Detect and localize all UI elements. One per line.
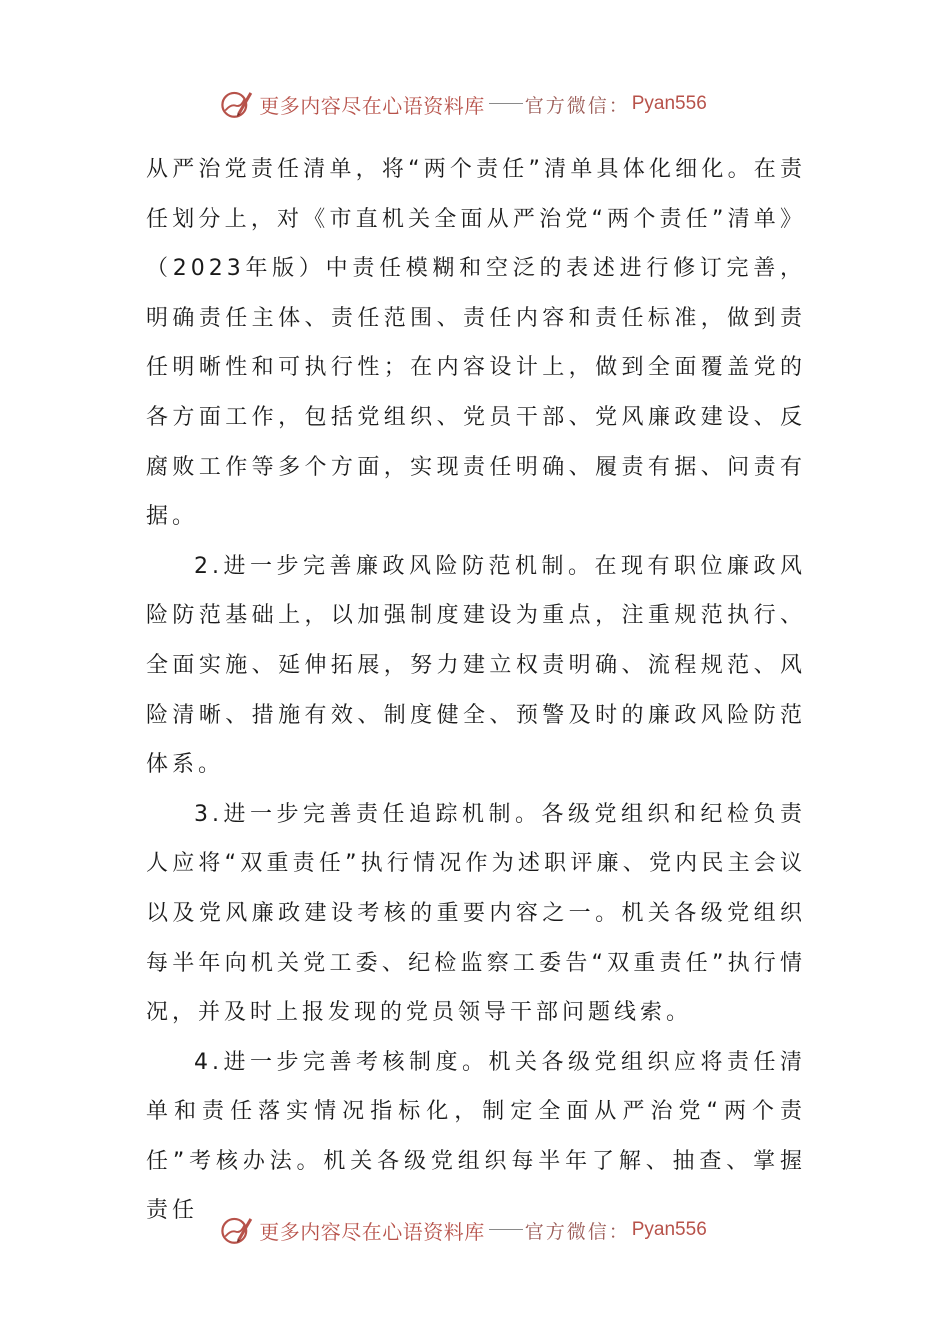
header-banner bbox=[0, 84, 950, 124]
header-divider bbox=[489, 103, 523, 104]
footer-wechat-label: 官方微信： bbox=[524, 1220, 630, 1243]
paragraph-continuation: 从严治党责任清单，将“两个责任”清单具体化细化。在责任划分上，对《市直机关全面从严治党“两个责任”清单》（2023年版）中责任模糊和空泛的表述进行修订完善，明确责任主体、责任范围、责任内容和责任标准，做到责任明晰性和可执行性；在内容设计上，做到全面覆盖党的各方面工作，包括党组织、党员干部、党风廉政建设、反腐败工作等多个方面，实现责任明确、履责有据、问责有据。 bbox=[146, 157, 806, 530]
footer-divider bbox=[489, 1229, 523, 1230]
footer-wechat-id: Pyan556 bbox=[631, 1219, 707, 1240]
header-wechat-id: Pyan556 bbox=[631, 93, 707, 114]
footer-banner bbox=[0, 1210, 950, 1250]
paragraph-item-3: 3.进一步完善责任追踪机制。各级党组织和纪检负责人应将“双重责任”执行情况作为述职评廉、党内民主会议以及党风廉政建设考核的重要内容之一。机关各级党组织每半年向机关党工委、纪检监察工委告“双重责任”执行情况，并及时上报发现的党员领导干部问题线索。 bbox=[146, 801, 806, 1026]
header-brand-text: 更多内容尽在心语资料库 bbox=[259, 93, 485, 118]
paragraph-item-4: 4.进一步完善考核制度。机关各级党组织应将责任清单和责任落实情况指标化，制定全面从严治党“两个责任”考核办法。机关各级党组织每半年了解、抽查、掌握责任 bbox=[146, 1049, 806, 1224]
document-body bbox=[146, 145, 806, 1236]
paragraph-item-2: 2.进一步完善廉政风险防范机制。在现有职位廉政风险防范基础上，以加强制度建设为重点，注重规范执行、全面实施、延伸拓展，努力建立权责明确、流程规范、风险清晰、措施有效、制度健全、预警及时的廉政风险防范体系。 bbox=[146, 553, 806, 778]
footer-brand-text: 更多内容尽在心语资料库 bbox=[259, 1219, 485, 1244]
pen-logo-icon bbox=[219, 87, 253, 121]
header-wechat-label: 官方微信： bbox=[524, 94, 630, 117]
pen-logo-icon bbox=[219, 1213, 253, 1247]
